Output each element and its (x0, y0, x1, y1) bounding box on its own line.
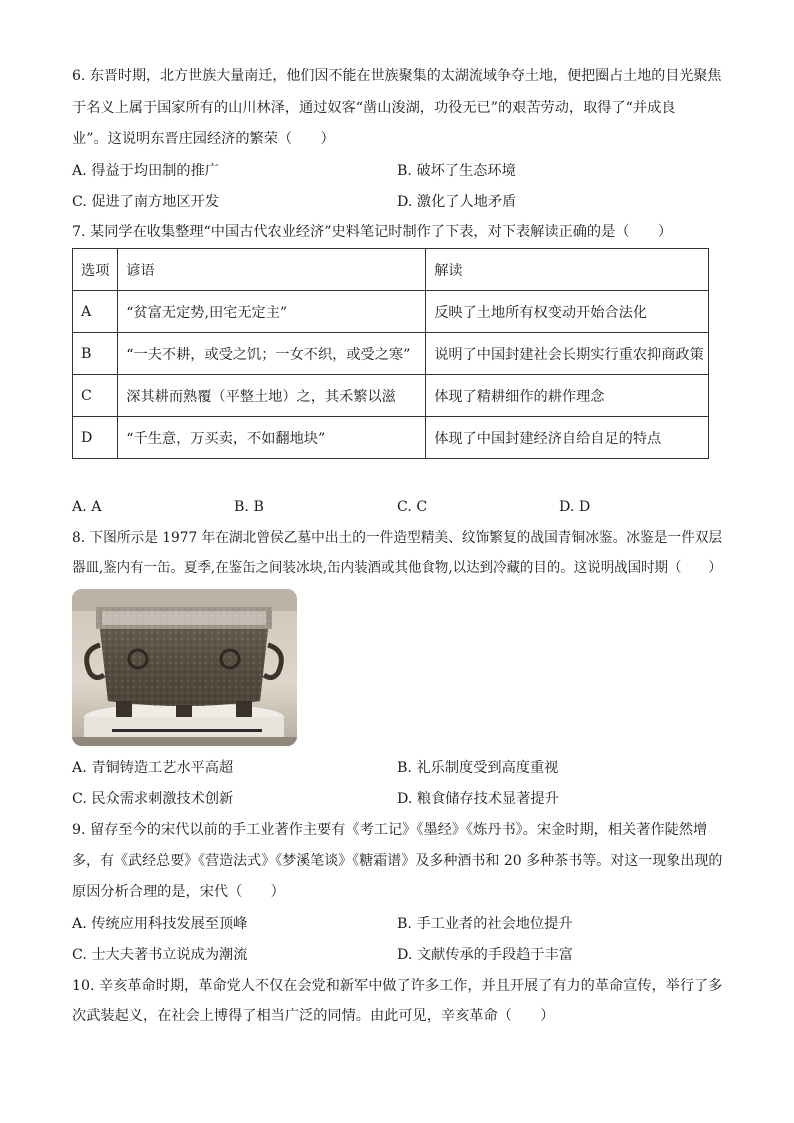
table-cell: D (73, 417, 118, 459)
q8-option-a[interactable]: A. 青铜铸造工艺水平高超 (72, 760, 234, 776)
table-cell: C (73, 375, 118, 417)
table-header-cell: 谚语 (118, 249, 426, 291)
q9-stem-line-2: 多，有《武经总要》《营造法式》《梦溪笔谈》《糖霜谱》及多种酒书和 20 多种茶书等。对这一现象出现的 (72, 853, 723, 869)
table-header-row (73, 249, 709, 291)
q6-option-b[interactable]: B. 破坏了生态环境 (397, 163, 516, 179)
q8-stem-line-2: 器皿,鉴内有一缶。夏季,在鉴缶之间装冰块,缶内装酒或其他食物,以达到冷藏的目的。这说明战国时期（ ） (72, 560, 722, 576)
q8-option-d[interactable]: D. 粮食储存技术显著提升 (397, 791, 559, 807)
table-cell: 体现了中国封建经济自给自足的特点 (426, 417, 709, 459)
q7-table (72, 248, 709, 459)
table-header-cell: 选项 (73, 249, 118, 291)
q9-option-d[interactable]: D. 文献传承的手段趋于丰富 (397, 947, 573, 963)
q9-option-b[interactable]: B. 手工业者的社会地位提升 (397, 916, 573, 932)
table-cell: 说明了中国封建社会长期实行重农抑商政策 (426, 333, 709, 375)
table-cell: “一夫不耕，或受之饥；一女不织，或受之寒” (118, 333, 426, 375)
q8-stem-line-1: 8. 下图所示是 1977 年在湖北曾侯乙墓中出土的一件造型精美、纹饰繁复的战国青铜冰鉴。冰鉴是一件双层 (72, 530, 723, 546)
q9-stem-line-1: 9. 留存至今的宋代以前的手工业著作主要有《考工记》《墨经》《炼丹书》。宋金时期，相关著作陡然增 (72, 822, 708, 838)
q8-option-b[interactable]: B. 礼乐制度受到高度重视 (397, 760, 559, 776)
q7-option-d[interactable]: D. D (559, 499, 591, 515)
q10-stem-line-1: 10. 辛亥革命时期，革命党人不仅在会党和新军中做了许多工作，并且开展了有力的革命宣传，举行了多 (72, 978, 723, 994)
table-row (73, 417, 709, 459)
q6-option-d[interactable]: D. 激化了人地矛盾 (397, 194, 517, 210)
q7-option-a[interactable]: A. A (72, 499, 102, 515)
table-cell: B (73, 333, 118, 375)
table-cell: 反映了土地所有权变动开始合法化 (426, 291, 709, 333)
table-row (73, 375, 709, 417)
q8-option-c[interactable]: C. 民众需求刺激技术创新 (72, 791, 234, 807)
q10-stem-line-2: 次武装起义，在社会上博得了相当广泛的同情。由此可见，辛亥革命（ ） (72, 1008, 555, 1024)
q7-stem: 7. 某同学在收集整理“中国古代农业经济”史料笔记时制作了下表，对下表解读正确的是（ ） (72, 224, 673, 240)
q6-stem-line-3: 业”。这说明东晋庄园经济的繁荣（ ） (72, 131, 335, 147)
q7-option-b[interactable]: B. B (234, 499, 264, 515)
q6-option-c[interactable]: C. 促进了南方地区开发 (72, 194, 220, 210)
table-cell: 深其耕而熟覆（平整土地）之，其禾繁以滋 (118, 375, 426, 417)
table-header-cell: 解读 (426, 249, 709, 291)
q9-stem-line-3: 原因分析合理的是，宋代（ ） (72, 884, 285, 900)
bronze-ice-chest-illustration (72, 589, 297, 746)
table-cell: “千生意，万买卖，不如翻地块” (118, 417, 426, 459)
table-row (73, 291, 709, 333)
table-cell: A (73, 291, 118, 333)
bronze-ice-chest-photo (72, 589, 297, 746)
table-row (73, 333, 709, 375)
q6-option-a[interactable]: A. 得益于均田制的推广 (72, 163, 219, 179)
table-cell: “贫富无定势,田宅无定主” (118, 291, 426, 333)
table-cell: 体现了精耕细作的耕作理念 (426, 375, 709, 417)
q9-option-a[interactable]: A. 传统应用科技发展至顶峰 (72, 916, 248, 932)
q6-stem-line-2: 于名义上属于国家所有的山川林泽，通过奴客“凿山浚湖，功役无已”的艰苦劳动，取得了“并成良 (72, 100, 676, 116)
q6-stem-line-1: 6. 东晋时期，北方世族大量南迁，他们因不能在世族聚集的太湖流域争夺土地，便把圈占土地的目光聚焦 (72, 68, 722, 84)
q7-option-c[interactable]: C. C (397, 499, 428, 515)
q9-option-c[interactable]: C. 士大夫著书立说成为潮流 (72, 947, 248, 963)
